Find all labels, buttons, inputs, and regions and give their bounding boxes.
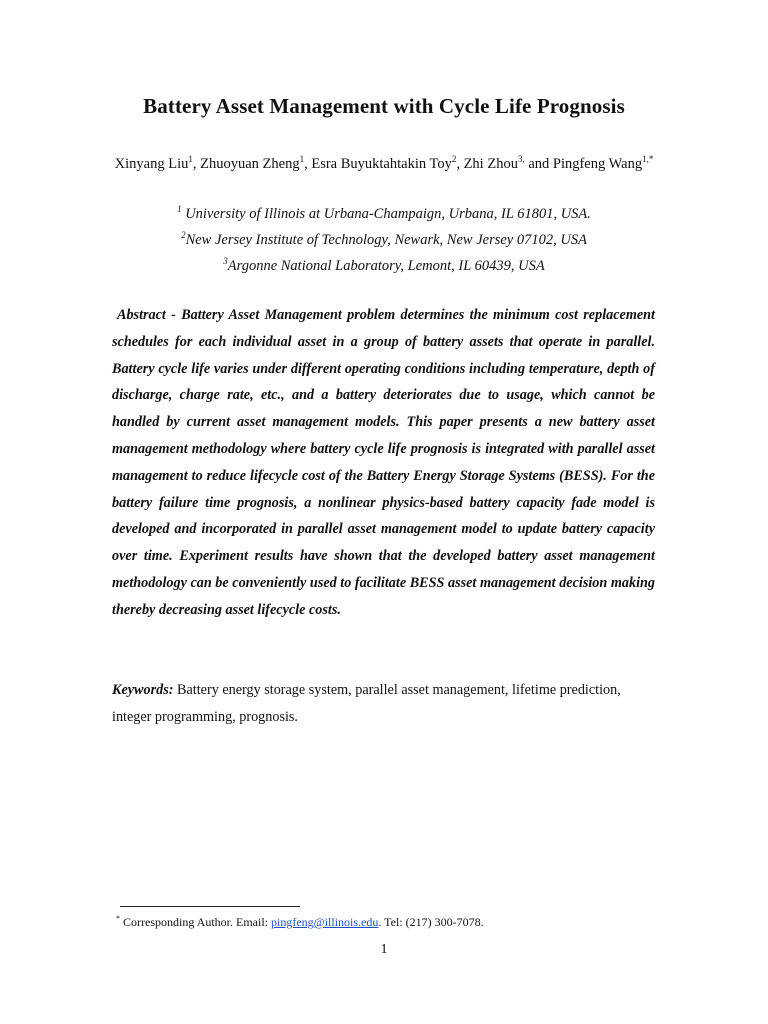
paper-title: Battery Asset Management with Cycle Life Prognosis	[143, 94, 625, 118]
affiliation-1	[0, 204, 768, 223]
keywords-text: Battery energy storage system, parallel asset management, lifetime prediction, integer programming, prognosis.	[112, 682, 621, 725]
affiliation-superscript: 2	[181, 230, 186, 240]
author-list	[0, 154, 768, 173]
author-name: Zhi Zhou	[463, 155, 518, 172]
footnote-suffix: . Tel: (217) 300-7078.	[378, 915, 484, 929]
footnote	[116, 914, 484, 930]
keywords-label: Keywords:	[112, 682, 174, 698]
abstract-paragraph: Abstract - Battery Asset Management problem determines the minimum cost replacement schedules for each individual asset in a group of battery assets that operate in parallel. Battery cycle life varies under different operating conditions including temperature, depth of discharge, charge rate, etc., and a battery deteriorates due to usage, which cannot be handled by current asset management models. This paper presents a new battery asset management methodology where battery cycle life prognosis is integrated with parallel asset management to reduce lifecycle cost of the Battery Energy Storage Systems (BESS). For the battery failure time prognosis, a nonlinear physics-based battery capacity fade model is developed and incorporated in parallel asset management model to update battery capacity over time. Experiment results have shown that the developed battery asset management methodology can be conveniently used to facilitate BESS asset management decision making thereby decreasing asset lifecycle costs.	[112, 307, 655, 618]
author-name: Xinyang Liu	[114, 155, 189, 172]
author-separator: ,	[456, 155, 464, 172]
affiliation-text: University of Illinois at Urbana-Champaign, Urbana, IL 61801, USA.	[181, 205, 591, 222]
author-superscript: 1,*	[642, 154, 654, 164]
page-number: 1	[380, 942, 388, 957]
footnote-marker: *	[116, 914, 120, 923]
affiliation-3	[0, 256, 768, 275]
email-link[interactable]: pingfeng@illinois.edu	[271, 915, 379, 929]
keywords-paragraph	[112, 677, 660, 731]
author-separator: and	[524, 155, 553, 172]
footnote-divider	[120, 906, 300, 907]
author-superscript: 2	[451, 154, 457, 164]
author-separator: ,	[192, 155, 201, 172]
affiliation-text: Argonne National Laboratory, Lemont, IL 60439, USA	[227, 257, 545, 274]
affiliation-text: New Jersey Institute of Technology, Newark, New Jersey 07102, USA	[185, 231, 587, 248]
author-name: Zhuoyuan Zheng	[200, 155, 300, 172]
author-separator: ,	[304, 155, 312, 172]
affiliation-superscript: 3	[223, 256, 228, 266]
author-name: Pingfeng Wang	[552, 155, 643, 172]
affiliation-2	[0, 230, 768, 249]
author-superscript: 3,	[517, 154, 525, 164]
author-superscript: 1	[188, 154, 193, 164]
author-superscript: 1	[299, 154, 305, 164]
footnote-prefix: Corresponding Author. Email:	[120, 915, 271, 929]
author-name: Esra Buyuktahtakin Toy	[311, 155, 452, 172]
affiliation-superscript: 1	[177, 204, 182, 214]
